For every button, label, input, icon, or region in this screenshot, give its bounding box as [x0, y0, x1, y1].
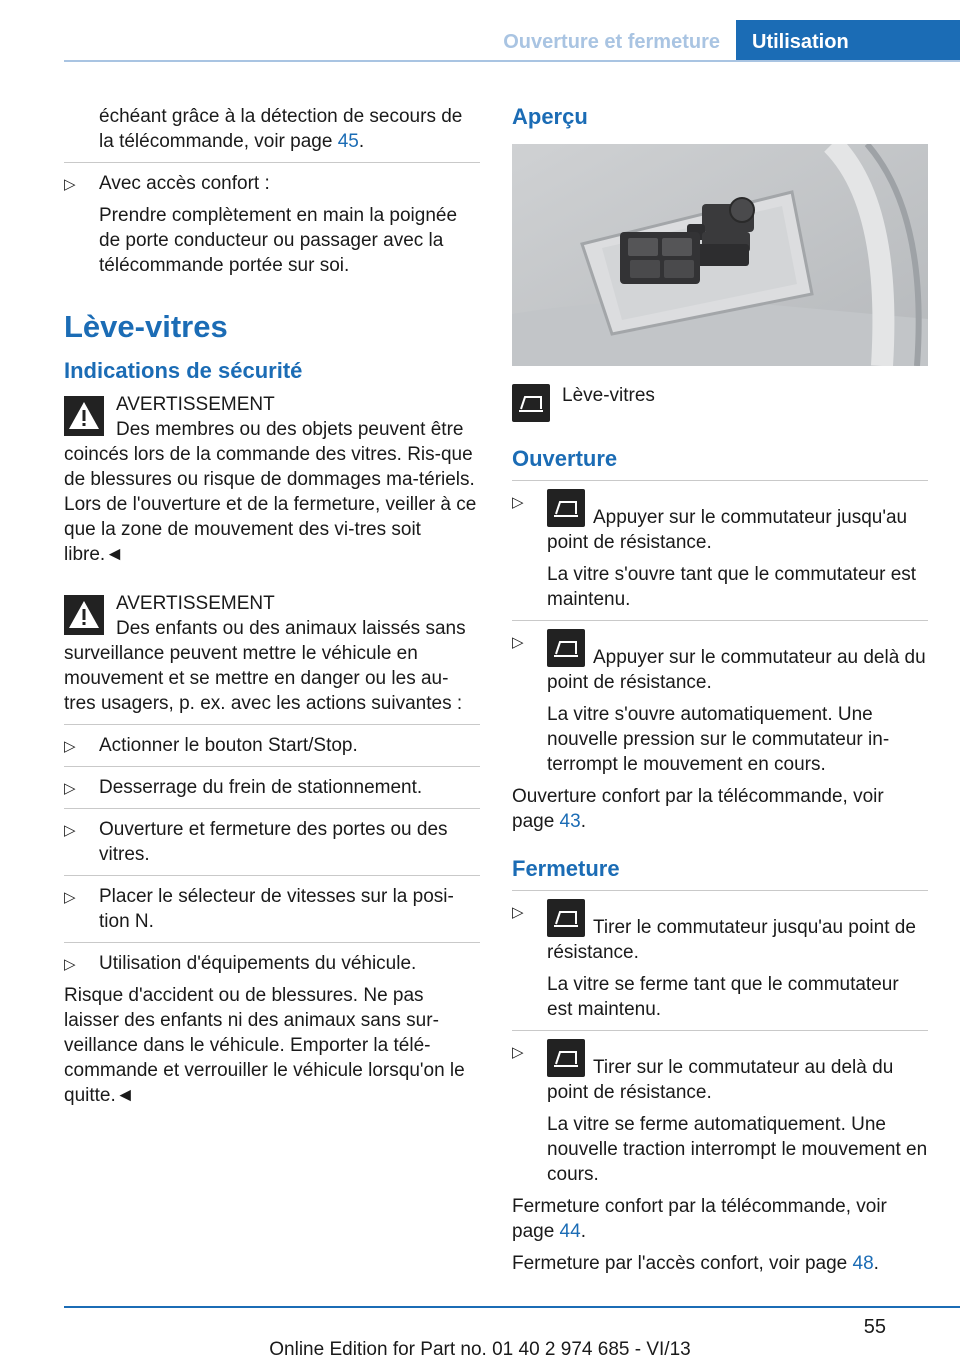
list-item: [512, 489, 928, 555]
heading-opening: Ouverture: [512, 446, 618, 471]
window-lifter-icon: [547, 489, 585, 527]
triangle-bullet-icon: ▷: [512, 904, 524, 921]
warning-title: AVERTISSEMENT: [116, 593, 275, 614]
heading-safety: Indications de sécurité: [64, 358, 303, 383]
window-lifter-icon: [547, 629, 585, 667]
intro-line-1: échéant grâce à la détection de secours de: [99, 106, 463, 127]
divider: [512, 480, 928, 481]
intro-period: .: [358, 131, 365, 152]
opening-comfort-text: Ouverture confort par la télécommande, voir page: [512, 786, 884, 832]
page-header: [64, 20, 960, 62]
warning-title: AVERTISSEMENT: [116, 394, 275, 415]
period: .: [873, 1253, 879, 1274]
list-item: [512, 629, 928, 695]
list-item: [512, 1039, 928, 1105]
closing-comfort-text: Fermeture confort par la télécommande, voir page: [512, 1196, 887, 1242]
warning-body: surveillance peuvent mettre le véhicule en mouvement et se mettre en danger ou les au-tres usagers, p. ex. avec les actions suivantes :: [64, 643, 463, 714]
list-item: [64, 884, 480, 934]
window-lifter-icon: [547, 1039, 585, 1077]
closing-comfort: [512, 1194, 928, 1244]
triangle-bullet-icon: ▷: [64, 956, 76, 973]
warning-line: Des enfants ou des animaux laissés sans: [116, 618, 466, 639]
page-link-48[interactable]: 48: [852, 1253, 874, 1274]
triangle-bullet-icon: ▷: [64, 889, 76, 906]
divider: [64, 808, 480, 809]
risk-text: Risque d'accident ou de blessures. Ne pas laisser des enfants ni des animaux sans sur-veillance dans le véhicule. Emporter la télé-commande et verrouiller le véhicule lorsqu'on le quitte.◄: [64, 985, 465, 1106]
triangle-bullet-icon: ▷: [512, 634, 524, 651]
period: .: [580, 1221, 586, 1242]
divider: [512, 620, 928, 621]
footer-rule: [64, 1306, 960, 1308]
list-item: [512, 899, 928, 965]
triangle-bullet-icon: ▷: [64, 738, 76, 755]
closing-note: La vitre se ferme tant que le commutateur est maintenu.: [547, 974, 899, 1020]
page-link-45[interactable]: 45: [337, 131, 359, 152]
list-item: [64, 775, 480, 800]
warning-icon: [64, 595, 104, 635]
action-item: Actionner le bouton Start/Stop.: [99, 735, 358, 756]
list-item: [64, 171, 480, 196]
list-item: [64, 733, 480, 758]
divider: [64, 162, 480, 163]
closing-note: La vitre se ferme automatiquement. Une nouvelle traction interrompt le mouvement en cours.: [547, 1114, 928, 1185]
warning-block-2: [64, 591, 480, 716]
opening-note: La vitre s'ouvre automatiquement. Une nouvelle pression sur le commutateur in-terrompt le mouvement en cours.: [547, 704, 890, 775]
caption-text: Lève-vitres: [562, 385, 655, 406]
window-lifter-icon: [547, 899, 585, 937]
divider: [64, 724, 480, 725]
intro-line-2: la télécommande, voir page: [99, 131, 338, 152]
divider: [512, 1030, 928, 1031]
page-link-44[interactable]: 44: [559, 1221, 581, 1242]
action-item: Placer le sélecteur de vitesses sur la posi-tion N.: [99, 886, 454, 932]
comfort-text: Prendre complètement en main la poignée de porte conducteur ou passager avec la télécommande portée sur soi.: [99, 205, 458, 276]
divider: [64, 875, 480, 876]
figure-caption: [512, 384, 928, 428]
heading-closing: Fermeture: [512, 856, 620, 881]
header-rule: [64, 60, 960, 62]
edition-line: Online Edition for Part no. 01 40 2 974 685 - VI/13: [269, 1339, 691, 1360]
warning-icon: [64, 396, 104, 436]
left-column: [64, 104, 480, 1115]
warning-body: coincés lors de la commande des vitres. Ris-que de blessures ou risque de dommages ma-tériels. Lors de l'ouverture et de la fermeture, veiller à ce que la zone de mouvement des vi-tres soit libre.◄: [64, 444, 477, 565]
triangle-bullet-icon: ▷: [512, 1044, 524, 1061]
divider: [512, 890, 928, 891]
action-item: Utilisation d'équipements du véhicule.: [99, 953, 417, 974]
comfort-bullet: Avec accès confort :: [99, 173, 270, 194]
window-switch-photo: [512, 144, 928, 366]
period: .: [580, 811, 586, 832]
warning-block-1: [64, 392, 480, 567]
page-link-43[interactable]: 43: [559, 811, 581, 832]
closing-step: Tirer le commutateur jusqu'au point de résistance.: [547, 917, 916, 963]
opening-step: Appuyer sur le commutateur jusqu'au point de résistance.: [547, 507, 908, 553]
heading-window-lifters: Lève-vitres: [64, 309, 228, 344]
closing-access: [512, 1251, 928, 1276]
triangle-bullet-icon: ▷: [64, 780, 76, 797]
opening-step: Appuyer sur le commutateur au delà du point de résistance.: [547, 647, 926, 693]
action-item: Desserrage du frein de stationnement.: [99, 777, 423, 798]
triangle-bullet-icon: ▷: [64, 176, 76, 193]
triangle-bullet-icon: ▷: [512, 494, 524, 511]
chapter-tab: Utilisation: [736, 20, 960, 62]
right-column: [512, 104, 928, 1283]
list-item: [64, 951, 480, 976]
heading-overview: Aperçu: [512, 104, 588, 129]
page-number: 55: [863, 1316, 886, 1338]
action-item: Ouverture et fermeture des portes ou des vitres.: [99, 819, 448, 865]
opening-note: La vitre s'ouvre tant que le commutateur est maintenu.: [547, 564, 917, 610]
window-lifter-icon: [512, 384, 550, 422]
opening-comfort: [512, 784, 928, 834]
list-item: [64, 817, 480, 867]
triangle-bullet-icon: ▷: [64, 822, 76, 839]
divider: [64, 942, 480, 943]
warning-line: Des membres ou des objets peuvent être: [116, 419, 464, 440]
closing-access-text: Fermeture par l'accès confort, voir page: [512, 1253, 853, 1274]
intro-text: [99, 104, 480, 154]
section-title: Ouverture et fermeture: [503, 31, 720, 53]
divider: [64, 766, 480, 767]
closing-step: Tirer sur le commutateur au delà du point de résistance.: [547, 1057, 894, 1103]
